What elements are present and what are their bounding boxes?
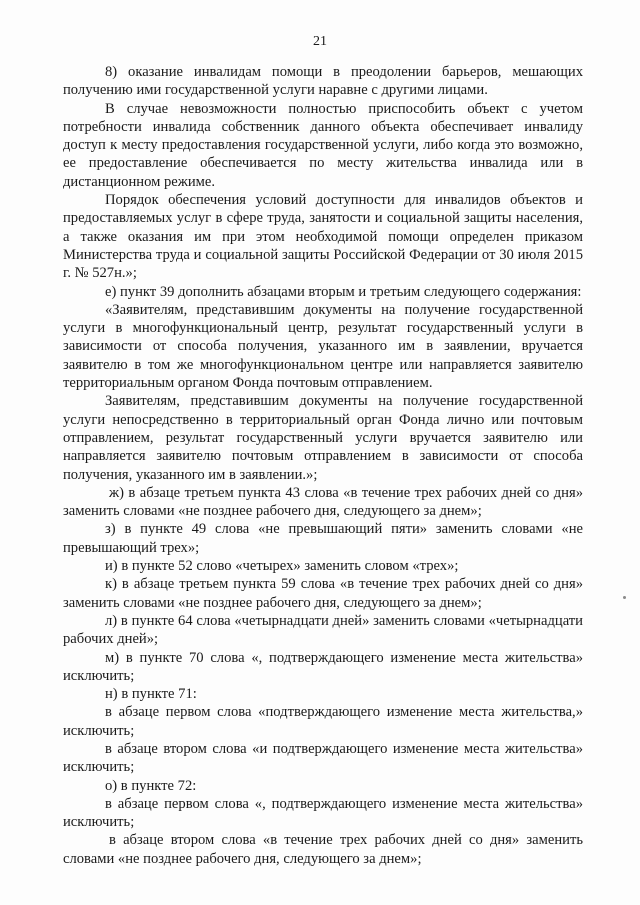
paragraph-procedure: Порядок обеспечения условий доступности для инвалидов объектов и предоставляемых услуг в сфере труда, занятости и социальной защиты населения, а также оказания им при этом необходимой помощи определен приказом Министерства труда и социальной защиты Российской Федерации от 30 июля 2015 г. № 527н.»; [63, 192, 583, 282]
page-number: 21 [313, 34, 327, 49]
paragraph-o-second: в абзаце втором слова «в течение трех рабочих дней со дня» заменить словами «не позднее рабочего дня, следующего за днем»; [63, 832, 583, 867]
paragraph-item-z: з) в пункте 49 слова «не превышающий пяти» заменить словами «не превышающий трех»; [63, 521, 583, 556]
paragraph-n-first: в абзаце первом слова «подтверждающего изменение места жительства,» исключить; [63, 704, 583, 739]
paragraph-item-k: к) в абзаце третьем пункта 59 слова «в течение трех рабочих дней со дня» заменить словами «не позднее рабочего дня, следующего за днем»; [63, 576, 583, 611]
paragraph-quote-fund: Заявителям, представившим документы на получение государственной услуги непосредственно в территориальный орган Фонда лично или почтовым отправлением, результат государственный услуги вручается заявителю или направляется заявителю почтовым отправлением в зависимости от способа получения, указанного им в заявлении.»; [63, 393, 583, 483]
paragraph-item-zh: ж) в абзаце третьем пункта 43 слова «в течение трех рабочих дней со дня» заменить словами «не позднее рабочего дня, следующего за днем»; [63, 484, 583, 520]
paragraph-item-l: л) в пункте 64 слова «четырнадцати дней» заменить словами «четырнадцати рабочих дней»; [63, 612, 583, 648]
paragraph-item-e: е) пункт 39 дополнить абзацами вторым и третьим следующего содержания: [105, 283, 582, 300]
paragraph-item-n: н) в пункте 71: [105, 686, 197, 703]
paragraph-o-first: в абзаце первом слова «, подтверждающего изменение места жительства» исключить; [63, 795, 583, 831]
paragraph-impossibility: В случае невозможности полностью приспособить объект с учетом потребности инвалида собственник данного объекта обеспечивает инвалиду доступ к месту предоставления государственной услуги, либо когда это возможно, ее предоставление обеспечивается по месту жительства инвалида или в дистанционном режиме. [63, 100, 583, 190]
document-body [63, 63, 583, 868]
paragraph-item-o: о) в пункте 72: [105, 777, 197, 794]
scan-dot [623, 596, 626, 599]
paragraph-n-second: в абзаце втором слова «и подтверждающего изменение места жительства» исключить; [63, 740, 583, 776]
paragraph-item-i: и) в пункте 52 слово «четырех» заменить словом «трех»; [105, 558, 459, 575]
paragraph-item-m: м) в пункте 70 слова «, подтверждающего изменение места жительства» исключить; [63, 649, 583, 684]
paragraph-quote-mfc: «Заявителям, представившим документы на получение государственной услуги в многофункциональный центр, результат государственный услуги в зависимости от способа получения, указанного им в заявлении, вручается заявителю в том же многофункциональном центре или направляется заявителю территориальным органом Фонда почтовым отправлением. [63, 301, 583, 392]
paragraph-item-8: 8) оказание инвалидам помощи в преодолении барьеров, мешающих получению ими государственной услуги наравне с другими лицами. [63, 64, 583, 99]
